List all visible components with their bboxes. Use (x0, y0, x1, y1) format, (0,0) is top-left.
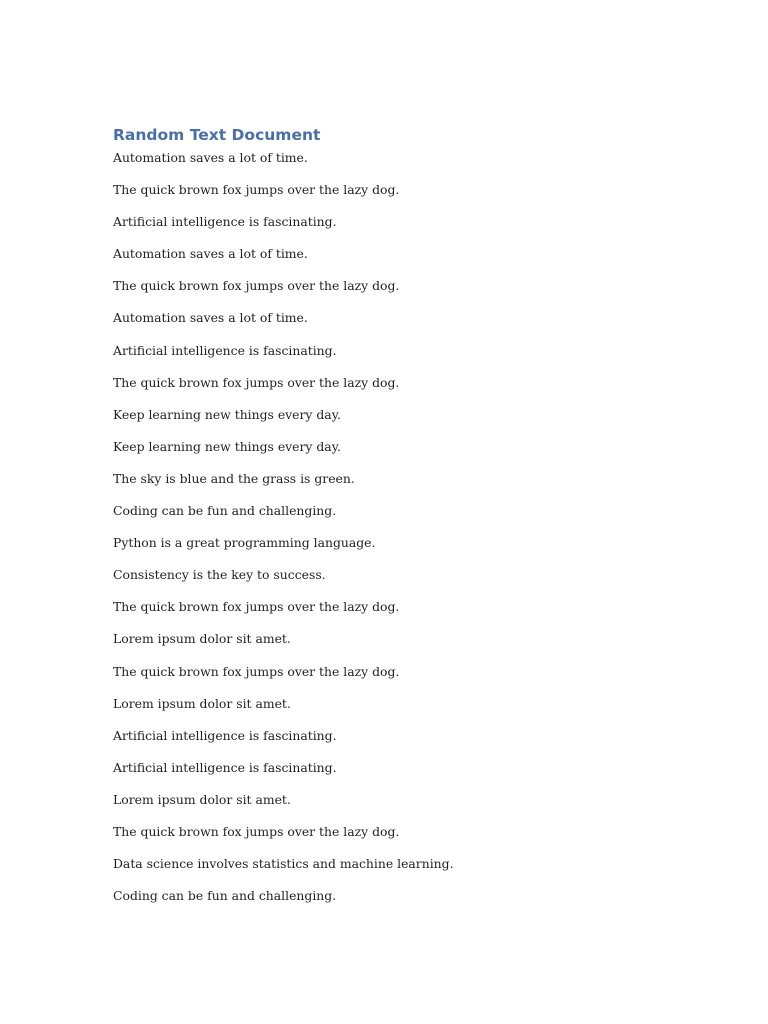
paragraph: Data science involves statistics and machine learning. (113, 856, 454, 872)
paragraph: Lorem ipsum dolor sit amet. (113, 791, 291, 807)
paragraph: Automation saves a lot of time. (113, 150, 308, 165)
paragraph: The quick brown fox jumps over the lazy dog. (113, 823, 400, 839)
paragraph: The quick brown fox jumps over the lazy dog. (113, 599, 400, 615)
paragraph: Artificial intelligence is fascinating. (113, 214, 337, 230)
paragraph: Automation saves a lot of time. (113, 246, 308, 262)
paragraph: Artificial intelligence is fascinating. (113, 727, 337, 743)
paragraph: Coding can be fun and challenging. (113, 503, 337, 519)
paragraph: Python is a great programming language. (113, 535, 376, 551)
paragraph: Coding can be fun and challenging. (113, 888, 337, 904)
paragraph: Consistency is the key to success. (113, 567, 326, 583)
paragraph: The quick brown fox jumps over the lazy dog. (113, 663, 400, 679)
paragraph: Keep learning new things every day. (113, 406, 341, 422)
paragraph: Artificial intelligence is fascinating. (113, 342, 337, 358)
paragraph-list (113, 148, 454, 918)
paragraph: The quick brown fox jumps over the lazy dog. (113, 278, 400, 294)
paragraph: Lorem ipsum dolor sit amet. (113, 631, 291, 647)
paragraph: Artificial intelligence is fascinating. (113, 759, 337, 775)
paragraph: The quick brown fox jumps over the lazy dog. (113, 182, 400, 198)
paragraph: The sky is blue and the grass is green. (113, 470, 355, 486)
paragraph: Lorem ipsum dolor sit amet. (113, 695, 291, 711)
document-title: Random Text Document (113, 126, 321, 144)
paragraph: Keep learning new things every day. (113, 438, 341, 454)
paragraph: Automation saves a lot of time. (113, 310, 308, 326)
paragraph: The quick brown fox jumps over the lazy dog. (113, 374, 400, 390)
